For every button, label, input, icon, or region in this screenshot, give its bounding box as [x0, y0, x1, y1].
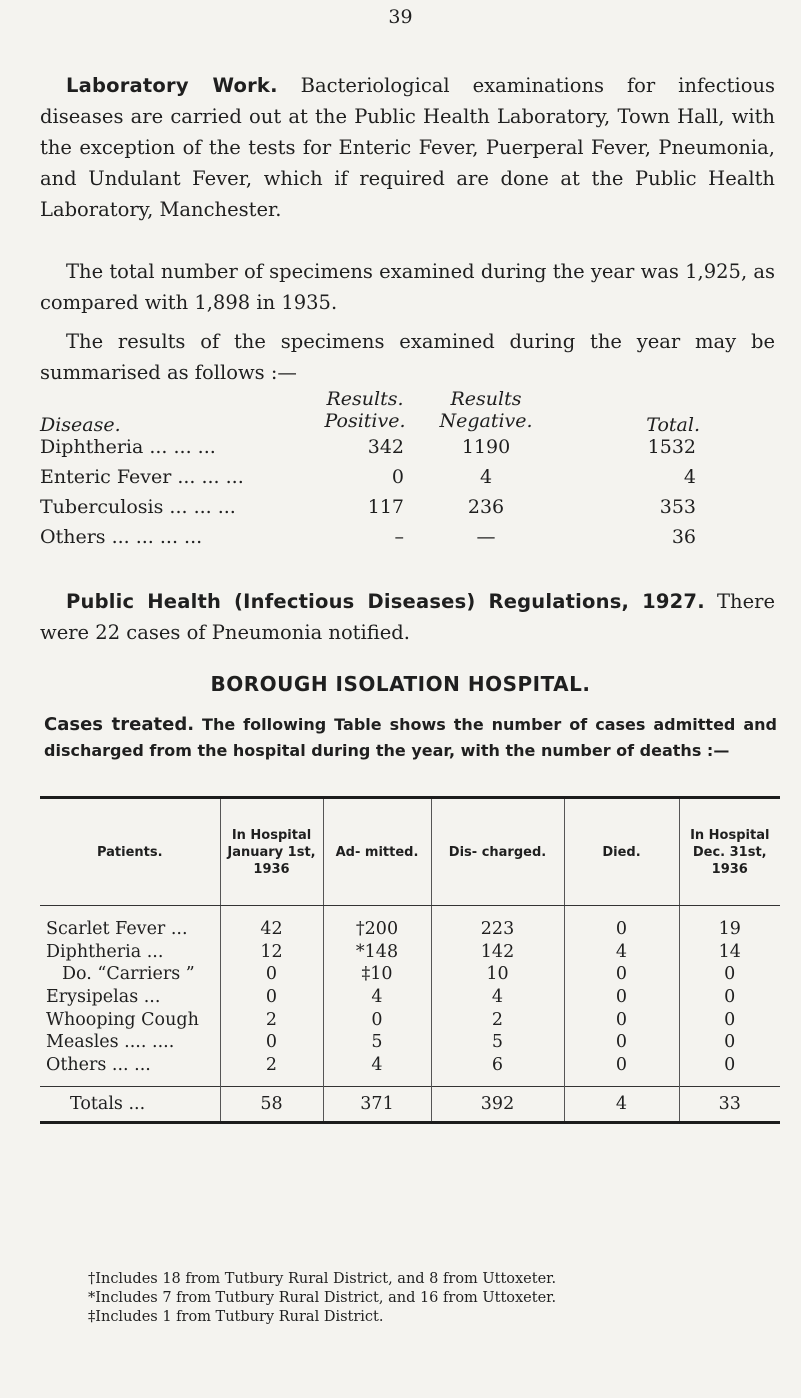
- table-cell: 223: [431, 906, 564, 941]
- col-header-in-hospital-jan: In Hospital January 1st, 1936: [220, 798, 323, 906]
- table-cell: 2: [220, 1054, 323, 1087]
- positive-cell: 0: [391, 466, 404, 488]
- table-cell: 0: [564, 986, 679, 1009]
- results-summary-header: [40, 388, 780, 436]
- table-cell: 0: [564, 906, 679, 941]
- footnote-asterisk: *Includes 7 from Tutbury Rural District, and 16 from Uttoxeter.: [88, 1290, 557, 1306]
- table-cell: 142: [431, 941, 564, 964]
- table-cell: 4: [323, 986, 431, 1009]
- table-row: [40, 1054, 780, 1087]
- results-intro-text: The results of the specimens examined during the year may be summarised as follows :—: [40, 330, 775, 384]
- positive-cell: 342: [367, 436, 404, 458]
- laboratory-work-text: Bacteriological examinations for infectious diseases are carried out at the Public Health Laboratory, Town Hall, with the exception of the tests for Enteric Fever, Puerperal Fever, Pneumonia, and Undulant Fever, which if required are done at the Public Health Laboratory, Manchester.: [40, 74, 776, 221]
- positive-cell: –: [394, 526, 404, 548]
- table-cell: †200: [323, 906, 431, 941]
- table-row: [40, 986, 780, 1009]
- results-row: [40, 466, 780, 496]
- table-cell: 4: [564, 941, 679, 964]
- patient-type-cell: Erysipelas ...: [46, 987, 161, 1008]
- page-number: 39: [388, 6, 413, 28]
- total-cell: 1532: [647, 436, 696, 458]
- patient-type-cell: Scarlet Fever ...: [46, 919, 188, 940]
- negative-cell: 4: [479, 466, 493, 488]
- col-header-admitted: Ad- mitted.: [323, 798, 431, 906]
- hospital-cases-table: [40, 796, 780, 1124]
- specimens-text: The total number of specimens examined during the year was 1,925, as compared with 1,898 in 1935.: [40, 260, 775, 314]
- regulations-paragraph: [40, 586, 775, 648]
- total-cell: 36: [671, 526, 696, 548]
- table-cell: 0: [220, 1031, 323, 1054]
- total-cell: 353: [659, 496, 696, 518]
- table-cell: 2: [220, 1008, 323, 1031]
- table-cell: 6: [431, 1054, 564, 1087]
- table-row: [40, 906, 780, 941]
- totals-cell: 58: [220, 1087, 323, 1123]
- table-cell: 0: [679, 1054, 780, 1087]
- totals-cell: 4: [564, 1087, 679, 1123]
- table-cell: 12: [220, 941, 323, 964]
- table-cell: 0: [564, 1054, 679, 1087]
- footnote-double-dagger: ‡Includes 1 from Tutbury Rural District.: [88, 1309, 384, 1325]
- regulations-heading: Public Health (Infectious Diseases) Regulations, 1927.: [66, 590, 705, 613]
- negative-cell: 1190: [461, 436, 511, 458]
- table-row: [40, 1008, 780, 1031]
- results-row: [40, 496, 780, 526]
- results-row: [40, 526, 780, 556]
- table-cell: 19: [679, 906, 780, 941]
- col-disease-header: Disease.: [40, 414, 121, 436]
- table-cell: 2: [431, 1008, 564, 1031]
- col-header-died: Died.: [564, 798, 679, 906]
- laboratory-work-paragraph: [40, 70, 775, 225]
- table-cell: 0: [679, 963, 780, 986]
- totals-cell: 33: [679, 1087, 780, 1123]
- table-cell: 0: [679, 986, 780, 1009]
- results-intro-paragraph: [40, 326, 775, 388]
- table-cell: 0: [220, 986, 323, 1009]
- footnotes: [88, 1270, 778, 1327]
- table-cell: 42: [220, 906, 323, 941]
- patient-type-cell: Do. “Carriers ”: [62, 964, 195, 985]
- negative-cell: —: [476, 526, 496, 548]
- disease-cell: Others ... ... ... ...: [40, 526, 203, 548]
- totals-cell: 392: [431, 1087, 564, 1123]
- table-cell: 0: [323, 1008, 431, 1031]
- disease-cell: Diphtheria ... ... ...: [40, 436, 216, 458]
- cases-treated-paragraph: [44, 712, 777, 764]
- table-row: [40, 1031, 780, 1054]
- disease-cell: Tuberculosis ... ... ...: [40, 496, 236, 518]
- table-cell: 5: [431, 1031, 564, 1054]
- col-negative-header: Results Negative.: [439, 388, 533, 432]
- regulations-text: There were 22 cases of Pneumonia notified.: [40, 590, 775, 644]
- totals-row: [40, 1087, 780, 1123]
- positive-cell: 117: [367, 496, 404, 518]
- table-cell: 0: [220, 963, 323, 986]
- col-total-header: Total.: [646, 414, 700, 436]
- col-header-in-hospital-dec: In Hospital Dec. 31st, 1936: [679, 798, 780, 906]
- patient-type-cell: Diphtheria ...: [46, 941, 164, 962]
- table-cell: 10: [431, 963, 564, 986]
- specimens-paragraph: [40, 256, 775, 318]
- patient-type-cell: Others ... ...: [46, 1054, 151, 1075]
- table-cell: 5: [323, 1031, 431, 1054]
- col-header-discharged: Dis- charged.: [431, 798, 564, 906]
- cases-treated-heading: Cases treated.: [44, 714, 195, 735]
- totals-cell: 371: [323, 1087, 431, 1123]
- totals-label: Totals ...: [40, 1087, 220, 1123]
- table-cell: 0: [564, 1008, 679, 1031]
- patient-type-cell: Measles .... ....: [46, 1032, 175, 1053]
- table-cell: 4: [431, 986, 564, 1009]
- results-summary-table: [40, 388, 780, 556]
- table-row: [40, 941, 780, 964]
- table-cell: 0: [679, 1031, 780, 1054]
- table-cell: 0: [564, 963, 679, 986]
- results-row: [40, 436, 780, 466]
- table-cell: *148: [323, 941, 431, 964]
- negative-cell: 236: [467, 496, 505, 518]
- laboratory-work-heading: Laboratory Work.: [66, 74, 278, 97]
- cases-treated-text: The following Table shows the number of cases admitted and discharged from the hospital during the year, with the number of deaths :—: [44, 715, 777, 760]
- col-header-patients: Patients.: [40, 798, 220, 906]
- table-header-row: [40, 798, 780, 906]
- col-positive-header: Results. Positive.: [324, 388, 406, 432]
- table-cell: 4: [323, 1054, 431, 1087]
- footnote-dagger: †Includes 18 from Tutbury Rural District, and 8 from Uttoxeter.: [88, 1271, 557, 1287]
- disease-cell: Enteric Fever ... ... ...: [40, 466, 244, 488]
- table-cell: ‡10: [323, 963, 431, 986]
- total-cell: 4: [683, 466, 696, 488]
- table-cell: 14: [679, 941, 780, 964]
- hospital-title: BOROUGH ISOLATION HOSPITAL.: [210, 672, 591, 696]
- table-cell: 0: [564, 1031, 679, 1054]
- patient-type-cell: Whooping Cough: [46, 1009, 199, 1030]
- table-cell: 0: [679, 1008, 780, 1031]
- table-row: [40, 963, 780, 986]
